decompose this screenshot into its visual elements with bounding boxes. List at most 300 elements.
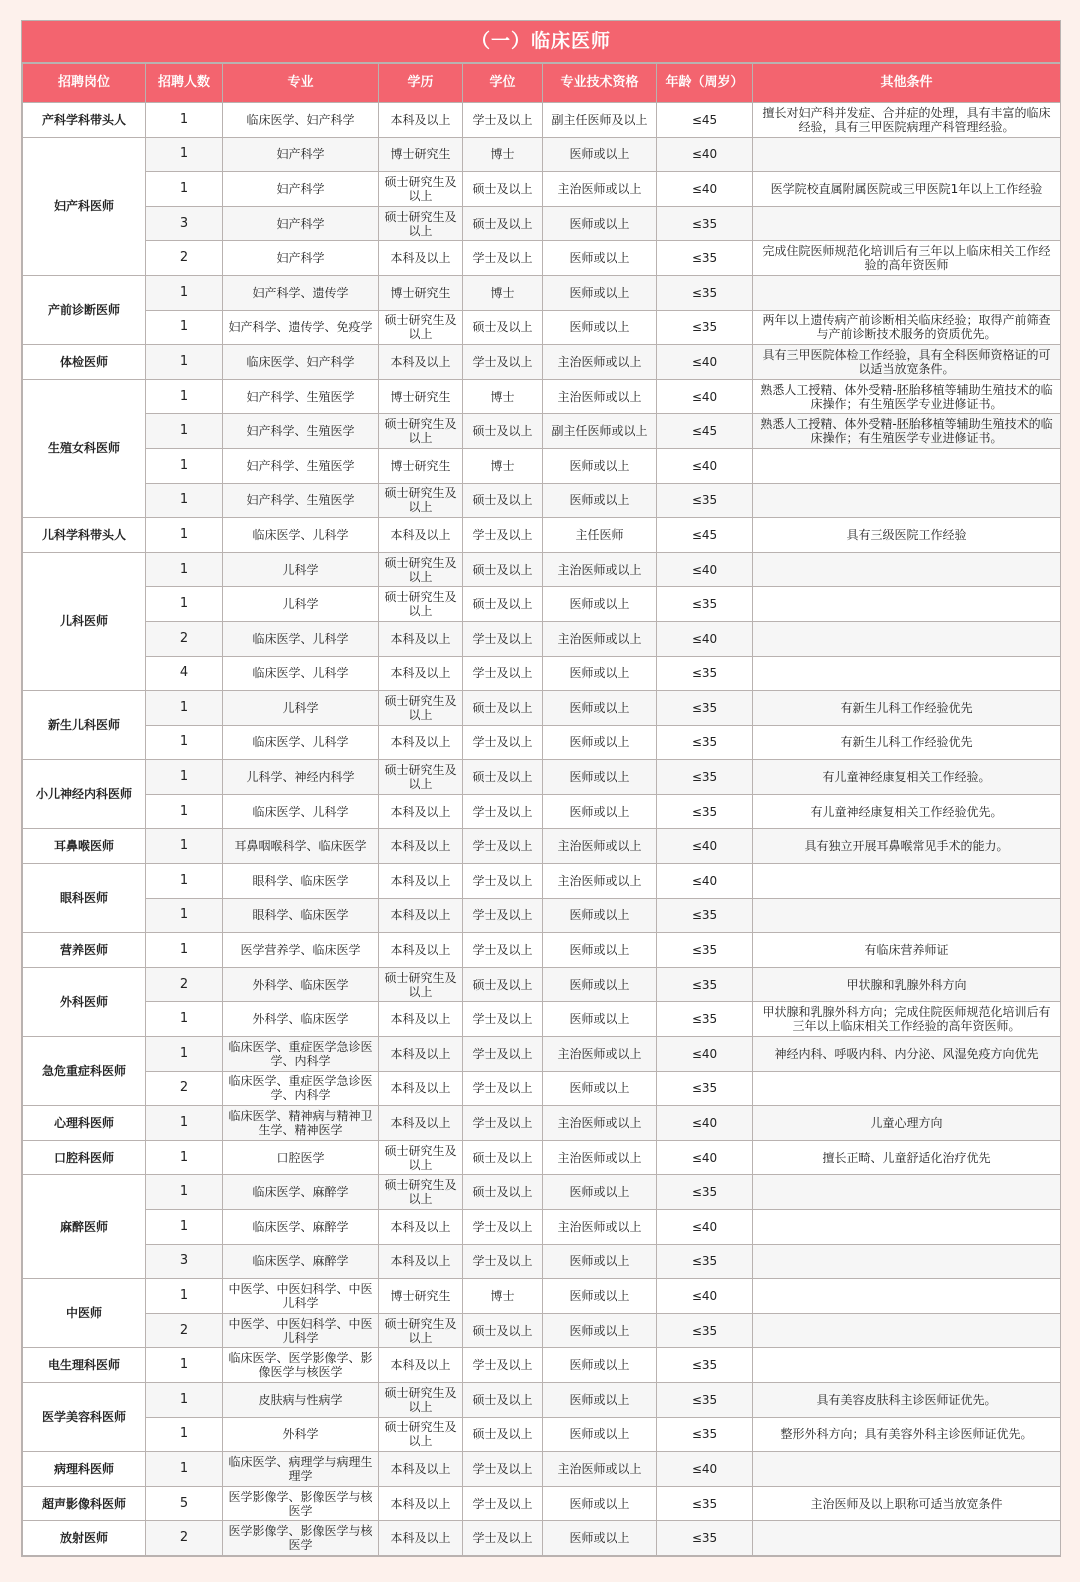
degree-cell: 硕士及以上	[463, 1313, 543, 1348]
conditions-cell: 有新生儿科工作经验优先	[753, 725, 1061, 760]
count-cell: 2	[146, 1313, 223, 1348]
qualification-cell: 医师或以上	[543, 1071, 657, 1106]
degree-cell: 硕士及以上	[463, 587, 543, 622]
major-cell: 临床医学、儿科学	[223, 794, 379, 829]
education-cell: 本科及以上	[379, 1002, 463, 1037]
degree-cell: 学士及以上	[463, 241, 543, 276]
age-cell: ≤35	[657, 967, 753, 1002]
age-cell: ≤45	[657, 414, 753, 449]
degree-cell: 学士及以上	[463, 518, 543, 553]
age-cell: ≤35	[657, 725, 753, 760]
degree-cell: 学士及以上	[463, 103, 543, 138]
table-row	[23, 448, 1061, 483]
education-cell: 本科及以上	[379, 898, 463, 933]
education-cell: 硕士研究生及以上	[379, 760, 463, 795]
count-cell: 1	[146, 691, 223, 726]
conditions-cell: 儿童心理方向	[753, 1106, 1061, 1141]
qualification-cell: 医师或以上	[543, 760, 657, 795]
age-cell: ≤40	[657, 1037, 753, 1072]
age-cell: ≤35	[657, 1486, 753, 1521]
table-row	[23, 345, 1061, 380]
age-cell: ≤35	[657, 1244, 753, 1279]
qualification-cell: 主任医师	[543, 518, 657, 553]
major-cell: 临床医学、麻醉学	[223, 1175, 379, 1210]
conditions-cell: 有儿童神经康复相关工作经验优先。	[753, 794, 1061, 829]
conditions-cell: 熟悉人工授精、体外受精-胚胎移植等辅助生殖技术的临床操作；有生殖医学专业进修证书。	[753, 414, 1061, 449]
conditions-cell	[753, 275, 1061, 310]
degree-cell: 学士及以上	[463, 829, 543, 864]
education-cell: 硕士研究生及以上	[379, 691, 463, 726]
age-cell: ≤35	[657, 310, 753, 345]
count-cell: 1	[146, 1175, 223, 1210]
count-cell: 2	[146, 1071, 223, 1106]
table-row	[23, 1071, 1061, 1106]
major-cell: 妇产科学、生殖医学	[223, 448, 379, 483]
conditions-cell: 完成住院医师规范化培训后有三年以上临床相关工作经验的高年资医师	[753, 241, 1061, 276]
header-row	[23, 64, 1061, 103]
major-cell: 妇产科学、遗传学	[223, 275, 379, 310]
education-cell: 本科及以上	[379, 725, 463, 760]
table-title: （一）临床医师	[22, 21, 1060, 63]
conditions-cell: 有新生儿科工作经验优先	[753, 691, 1061, 726]
count-cell: 1	[146, 552, 223, 587]
degree-cell: 硕士及以上	[463, 483, 543, 518]
major-cell: 儿科学	[223, 691, 379, 726]
table-row	[23, 1210, 1061, 1245]
education-cell: 本科及以上	[379, 933, 463, 968]
education-cell: 本科及以上	[379, 103, 463, 138]
education-cell: 硕士研究生及以上	[379, 1313, 463, 1348]
major-cell: 妇产科学	[223, 172, 379, 207]
major-cell: 眼科学、临床医学	[223, 864, 379, 899]
table-row	[23, 1382, 1061, 1417]
count-cell: 1	[146, 1348, 223, 1383]
conditions-cell	[753, 137, 1061, 172]
conditions-cell	[753, 1313, 1061, 1348]
education-cell: 本科及以上	[379, 1037, 463, 1072]
qualification-cell: 医师或以上	[543, 794, 657, 829]
qualification-cell: 主治医师或以上	[543, 1037, 657, 1072]
header-qualification: 专业技术资格	[543, 64, 657, 103]
degree-cell: 硕士及以上	[463, 1140, 543, 1175]
major-cell: 妇产科学、生殖医学	[223, 414, 379, 449]
recruitment-table	[22, 63, 1061, 1556]
count-cell: 1	[146, 137, 223, 172]
education-cell: 硕士研究生及以上	[379, 552, 463, 587]
age-cell: ≤35	[657, 587, 753, 622]
position-cell: 儿科医师	[23, 552, 146, 690]
qualification-cell: 医师或以上	[543, 206, 657, 241]
degree-cell: 博士	[463, 1279, 543, 1314]
major-cell: 临床医学、精神病与精神卫生学、精神医学	[223, 1106, 379, 1141]
count-cell: 1	[146, 1452, 223, 1487]
major-cell: 医学影像学、影像医学与核医学	[223, 1486, 379, 1521]
qualification-cell: 医师或以上	[543, 1486, 657, 1521]
degree-cell: 学士及以上	[463, 933, 543, 968]
education-cell: 本科及以上	[379, 1071, 463, 1106]
position-cell: 生殖女科医师	[23, 379, 146, 517]
count-cell: 1	[146, 1279, 223, 1314]
qualification-cell: 医师或以上	[543, 1521, 657, 1556]
degree-cell: 学士及以上	[463, 345, 543, 380]
major-cell: 皮肤病与性病学	[223, 1382, 379, 1417]
age-cell: ≤35	[657, 1382, 753, 1417]
education-cell: 博士研究生	[379, 379, 463, 414]
table-row	[23, 1244, 1061, 1279]
qualification-cell: 主治医师或以上	[543, 829, 657, 864]
position-cell: 电生理科医师	[23, 1348, 146, 1383]
conditions-cell: 具有三级医院工作经验	[753, 518, 1061, 553]
position-cell: 超声影像科医师	[23, 1486, 146, 1521]
count-cell: 1	[146, 1002, 223, 1037]
education-cell: 本科及以上	[379, 241, 463, 276]
degree-cell: 学士及以上	[463, 898, 543, 933]
education-cell: 硕士研究生及以上	[379, 1140, 463, 1175]
count-cell: 1	[146, 829, 223, 864]
conditions-cell	[753, 1071, 1061, 1106]
degree-cell: 硕士及以上	[463, 206, 543, 241]
conditions-cell: 甲状腺和乳腺外科方向；完成住院医师规范化培训后有三年以上临床相关工作经验的高年资医师。	[753, 1002, 1061, 1037]
header-education: 学历	[379, 64, 463, 103]
count-cell: 5	[146, 1486, 223, 1521]
count-cell: 2	[146, 621, 223, 656]
degree-cell: 博士	[463, 137, 543, 172]
education-cell: 硕士研究生及以上	[379, 483, 463, 518]
conditions-cell: 有临床营养师证	[753, 933, 1061, 968]
table-row	[23, 414, 1061, 449]
qualification-cell: 医师或以上	[543, 1348, 657, 1383]
age-cell: ≤35	[657, 206, 753, 241]
education-cell: 本科及以上	[379, 1348, 463, 1383]
education-cell: 本科及以上	[379, 1486, 463, 1521]
major-cell: 临床医学、麻醉学	[223, 1244, 379, 1279]
major-cell: 外科学	[223, 1417, 379, 1452]
major-cell: 医学营养学、临床医学	[223, 933, 379, 968]
qualification-cell: 主治医师或以上	[543, 1210, 657, 1245]
age-cell: ≤40	[657, 621, 753, 656]
qualification-cell: 主治医师或以上	[543, 345, 657, 380]
degree-cell: 硕士及以上	[463, 691, 543, 726]
major-cell: 耳鼻咽喉科学、临床医学	[223, 829, 379, 864]
table-row	[23, 1106, 1061, 1141]
conditions-cell	[753, 1244, 1061, 1279]
qualification-cell: 医师或以上	[543, 137, 657, 172]
education-cell: 本科及以上	[379, 794, 463, 829]
degree-cell: 硕士及以上	[463, 414, 543, 449]
conditions-cell	[753, 656, 1061, 691]
conditions-cell: 具有独立开展耳鼻喉常见手术的能力。	[753, 829, 1061, 864]
major-cell: 临床医学、妇产科学	[223, 103, 379, 138]
age-cell: ≤40	[657, 379, 753, 414]
count-cell: 3	[146, 206, 223, 241]
qualification-cell: 主治医师或以上	[543, 379, 657, 414]
education-cell: 本科及以上	[379, 345, 463, 380]
degree-cell: 博士	[463, 379, 543, 414]
header-position: 招聘岗位	[23, 64, 146, 103]
position-cell: 产前诊断医师	[23, 275, 146, 344]
degree-cell: 硕士及以上	[463, 1175, 543, 1210]
conditions-cell	[753, 483, 1061, 518]
table-row	[23, 1002, 1061, 1037]
age-cell: ≤35	[657, 933, 753, 968]
major-cell: 中医学、中医妇科学、中医儿科学	[223, 1313, 379, 1348]
table-row	[23, 760, 1061, 795]
header-other-conditions: 其他条件	[753, 64, 1061, 103]
count-cell: 1	[146, 1382, 223, 1417]
table-row	[23, 1521, 1061, 1556]
qualification-cell: 医师或以上	[543, 1244, 657, 1279]
table-row	[23, 864, 1061, 899]
qualification-cell: 医师或以上	[543, 1417, 657, 1452]
table-row	[23, 794, 1061, 829]
age-cell: ≤40	[657, 172, 753, 207]
position-cell: 营养医师	[23, 933, 146, 968]
qualification-cell: 主治医师或以上	[543, 172, 657, 207]
major-cell: 临床医学、重症医学急诊医学、内科学	[223, 1037, 379, 1072]
conditions-cell: 主治医师及以上职称可适当放宽条件	[753, 1486, 1061, 1521]
qualification-cell: 医师或以上	[543, 725, 657, 760]
qualification-cell: 医师或以上	[543, 1313, 657, 1348]
table-row	[23, 552, 1061, 587]
table-row	[23, 1452, 1061, 1487]
major-cell: 临床医学、病理学与病理生理学	[223, 1452, 379, 1487]
count-cell: 2	[146, 967, 223, 1002]
qualification-cell: 主治医师或以上	[543, 1106, 657, 1141]
age-cell: ≤40	[657, 137, 753, 172]
qualification-cell: 医师或以上	[543, 1382, 657, 1417]
conditions-cell	[753, 898, 1061, 933]
count-cell: 2	[146, 1521, 223, 1556]
conditions-cell	[753, 448, 1061, 483]
count-cell: 1	[146, 448, 223, 483]
conditions-cell: 有儿童神经康复相关工作经验。	[753, 760, 1061, 795]
table-row	[23, 898, 1061, 933]
major-cell: 口腔医学	[223, 1140, 379, 1175]
table-row	[23, 1175, 1061, 1210]
age-cell: ≤40	[657, 1279, 753, 1314]
header-count: 招聘人数	[146, 64, 223, 103]
major-cell: 儿科学、神经内科学	[223, 760, 379, 795]
conditions-cell: 熟悉人工授精、体外受精-胚胎移植等辅助生殖技术的临床操作；有生殖医学专业进修证书。	[753, 379, 1061, 414]
table-body	[23, 103, 1061, 1556]
major-cell: 临床医学、麻醉学	[223, 1210, 379, 1245]
position-cell: 儿科学科带头人	[23, 518, 146, 553]
degree-cell: 学士及以上	[463, 621, 543, 656]
degree-cell: 学士及以上	[463, 1486, 543, 1521]
age-cell: ≤40	[657, 552, 753, 587]
qualification-cell: 主治医师或以上	[543, 1140, 657, 1175]
major-cell: 临床医学、儿科学	[223, 656, 379, 691]
degree-cell: 硕士及以上	[463, 552, 543, 587]
age-cell: ≤35	[657, 1417, 753, 1452]
position-cell: 耳鼻喉医师	[23, 829, 146, 864]
count-cell: 1	[146, 1106, 223, 1141]
education-cell: 本科及以上	[379, 864, 463, 899]
age-cell: ≤45	[657, 103, 753, 138]
major-cell: 妇产科学	[223, 206, 379, 241]
major-cell: 临床医学、儿科学	[223, 725, 379, 760]
table-row	[23, 587, 1061, 622]
table-row	[23, 483, 1061, 518]
education-cell: 硕士研究生及以上	[379, 206, 463, 241]
age-cell: ≤35	[657, 241, 753, 276]
count-cell: 1	[146, 345, 223, 380]
age-cell: ≤45	[657, 518, 753, 553]
major-cell: 外科学、临床医学	[223, 967, 379, 1002]
position-cell: 急危重症科医师	[23, 1037, 146, 1106]
education-cell: 本科及以上	[379, 518, 463, 553]
conditions-cell	[753, 1210, 1061, 1245]
age-cell: ≤40	[657, 448, 753, 483]
count-cell: 1	[146, 172, 223, 207]
conditions-cell	[753, 1452, 1061, 1487]
degree-cell: 学士及以上	[463, 1452, 543, 1487]
age-cell: ≤35	[657, 275, 753, 310]
education-cell: 本科及以上	[379, 1452, 463, 1487]
count-cell: 1	[146, 275, 223, 310]
count-cell: 1	[146, 1417, 223, 1452]
age-cell: ≤40	[657, 1106, 753, 1141]
age-cell: ≤35	[657, 794, 753, 829]
major-cell: 眼科学、临床医学	[223, 898, 379, 933]
education-cell: 本科及以上	[379, 1210, 463, 1245]
qualification-cell: 医师或以上	[543, 275, 657, 310]
degree-cell: 硕士及以上	[463, 172, 543, 207]
qualification-cell: 医师或以上	[543, 241, 657, 276]
age-cell: ≤35	[657, 1313, 753, 1348]
conditions-cell: 甲状腺和乳腺外科方向	[753, 967, 1061, 1002]
table-row	[23, 1417, 1061, 1452]
table-row	[23, 933, 1061, 968]
position-cell: 心理科医师	[23, 1106, 146, 1141]
position-cell: 眼科医师	[23, 864, 146, 933]
count-cell: 1	[146, 414, 223, 449]
table-row	[23, 379, 1061, 414]
qualification-cell: 医师或以上	[543, 691, 657, 726]
degree-cell: 硕士及以上	[463, 1417, 543, 1452]
education-cell: 本科及以上	[379, 1106, 463, 1141]
count-cell: 1	[146, 933, 223, 968]
count-cell: 1	[146, 518, 223, 553]
table-row	[23, 656, 1061, 691]
count-cell: 2	[146, 241, 223, 276]
conditions-cell	[753, 864, 1061, 899]
qualification-cell: 医师或以上	[543, 656, 657, 691]
table-row	[23, 691, 1061, 726]
major-cell: 妇产科学、生殖医学	[223, 379, 379, 414]
table-row	[23, 310, 1061, 345]
header-major: 专业	[223, 64, 379, 103]
major-cell: 临床医学、儿科学	[223, 621, 379, 656]
qualification-cell: 医师或以上	[543, 1279, 657, 1314]
table-row	[23, 725, 1061, 760]
qualification-cell: 医师或以上	[543, 1002, 657, 1037]
count-cell: 4	[146, 656, 223, 691]
conditions-cell: 医学院校直属附属医院或三甲医院1年以上工作经验	[753, 172, 1061, 207]
position-cell: 医学美容科医师	[23, 1382, 146, 1451]
position-cell: 口腔科医师	[23, 1140, 146, 1175]
major-cell: 临床医学、医学影像学、影像医学与核医学	[223, 1348, 379, 1383]
degree-cell: 学士及以上	[463, 1244, 543, 1279]
conditions-cell: 具有美容皮肤科主诊医师证优先。	[753, 1382, 1061, 1417]
degree-cell: 硕士及以上	[463, 967, 543, 1002]
degree-cell: 学士及以上	[463, 864, 543, 899]
major-cell: 儿科学	[223, 552, 379, 587]
age-cell: ≤40	[657, 345, 753, 380]
table-row	[23, 621, 1061, 656]
count-cell: 1	[146, 1140, 223, 1175]
major-cell: 妇产科学、生殖医学	[223, 483, 379, 518]
conditions-cell	[753, 1348, 1061, 1383]
age-cell: ≤35	[657, 691, 753, 726]
conditions-cell: 两年以上遗传病产前诊断相关临床经验；取得产前筛查与产前诊断技术服务的资质优先。	[753, 310, 1061, 345]
conditions-cell	[753, 1279, 1061, 1314]
count-cell: 1	[146, 1037, 223, 1072]
count-cell: 1	[146, 760, 223, 795]
qualification-cell: 主治医师或以上	[543, 552, 657, 587]
age-cell: ≤40	[657, 1452, 753, 1487]
conditions-cell	[753, 587, 1061, 622]
count-cell: 1	[146, 725, 223, 760]
education-cell: 硕士研究生及以上	[379, 587, 463, 622]
table-row	[23, 967, 1061, 1002]
education-cell: 博士研究生	[379, 1279, 463, 1314]
major-cell: 临床医学、儿科学	[223, 518, 379, 553]
position-cell: 新生儿科医师	[23, 691, 146, 760]
education-cell: 博士研究生	[379, 275, 463, 310]
education-cell: 本科及以上	[379, 1521, 463, 1556]
degree-cell: 博士	[463, 275, 543, 310]
count-cell: 1	[146, 864, 223, 899]
education-cell: 硕士研究生及以上	[379, 414, 463, 449]
conditions-cell	[753, 206, 1061, 241]
table-row	[23, 275, 1061, 310]
education-cell: 硕士研究生及以上	[379, 172, 463, 207]
table-row	[23, 1348, 1061, 1383]
education-cell: 硕士研究生及以上	[379, 1417, 463, 1452]
conditions-cell	[753, 552, 1061, 587]
education-cell: 本科及以上	[379, 621, 463, 656]
recruitment-table-container	[21, 20, 1061, 1557]
qualification-cell: 医师或以上	[543, 898, 657, 933]
table-row	[23, 206, 1061, 241]
position-cell: 中医师	[23, 1279, 146, 1348]
position-cell: 外科医师	[23, 967, 146, 1036]
table-row	[23, 518, 1061, 553]
education-cell: 本科及以上	[379, 1244, 463, 1279]
degree-cell: 硕士及以上	[463, 310, 543, 345]
age-cell: ≤40	[657, 829, 753, 864]
major-cell: 临床医学、妇产科学	[223, 345, 379, 380]
qualification-cell: 副主任医师及以上	[543, 103, 657, 138]
age-cell: ≤40	[657, 1210, 753, 1245]
table-row	[23, 241, 1061, 276]
education-cell: 硕士研究生及以上	[379, 310, 463, 345]
position-cell: 产科学科带头人	[23, 103, 146, 138]
education-cell: 博士研究生	[379, 137, 463, 172]
qualification-cell: 医师或以上	[543, 1175, 657, 1210]
count-cell: 1	[146, 587, 223, 622]
header-degree: 学位	[463, 64, 543, 103]
age-cell: ≤40	[657, 1140, 753, 1175]
degree-cell: 学士及以上	[463, 794, 543, 829]
table-row	[23, 1037, 1061, 1072]
education-cell: 本科及以上	[379, 829, 463, 864]
position-cell: 放射医师	[23, 1521, 146, 1556]
table-row	[23, 1140, 1061, 1175]
degree-cell: 学士及以上	[463, 1106, 543, 1141]
count-cell: 1	[146, 898, 223, 933]
